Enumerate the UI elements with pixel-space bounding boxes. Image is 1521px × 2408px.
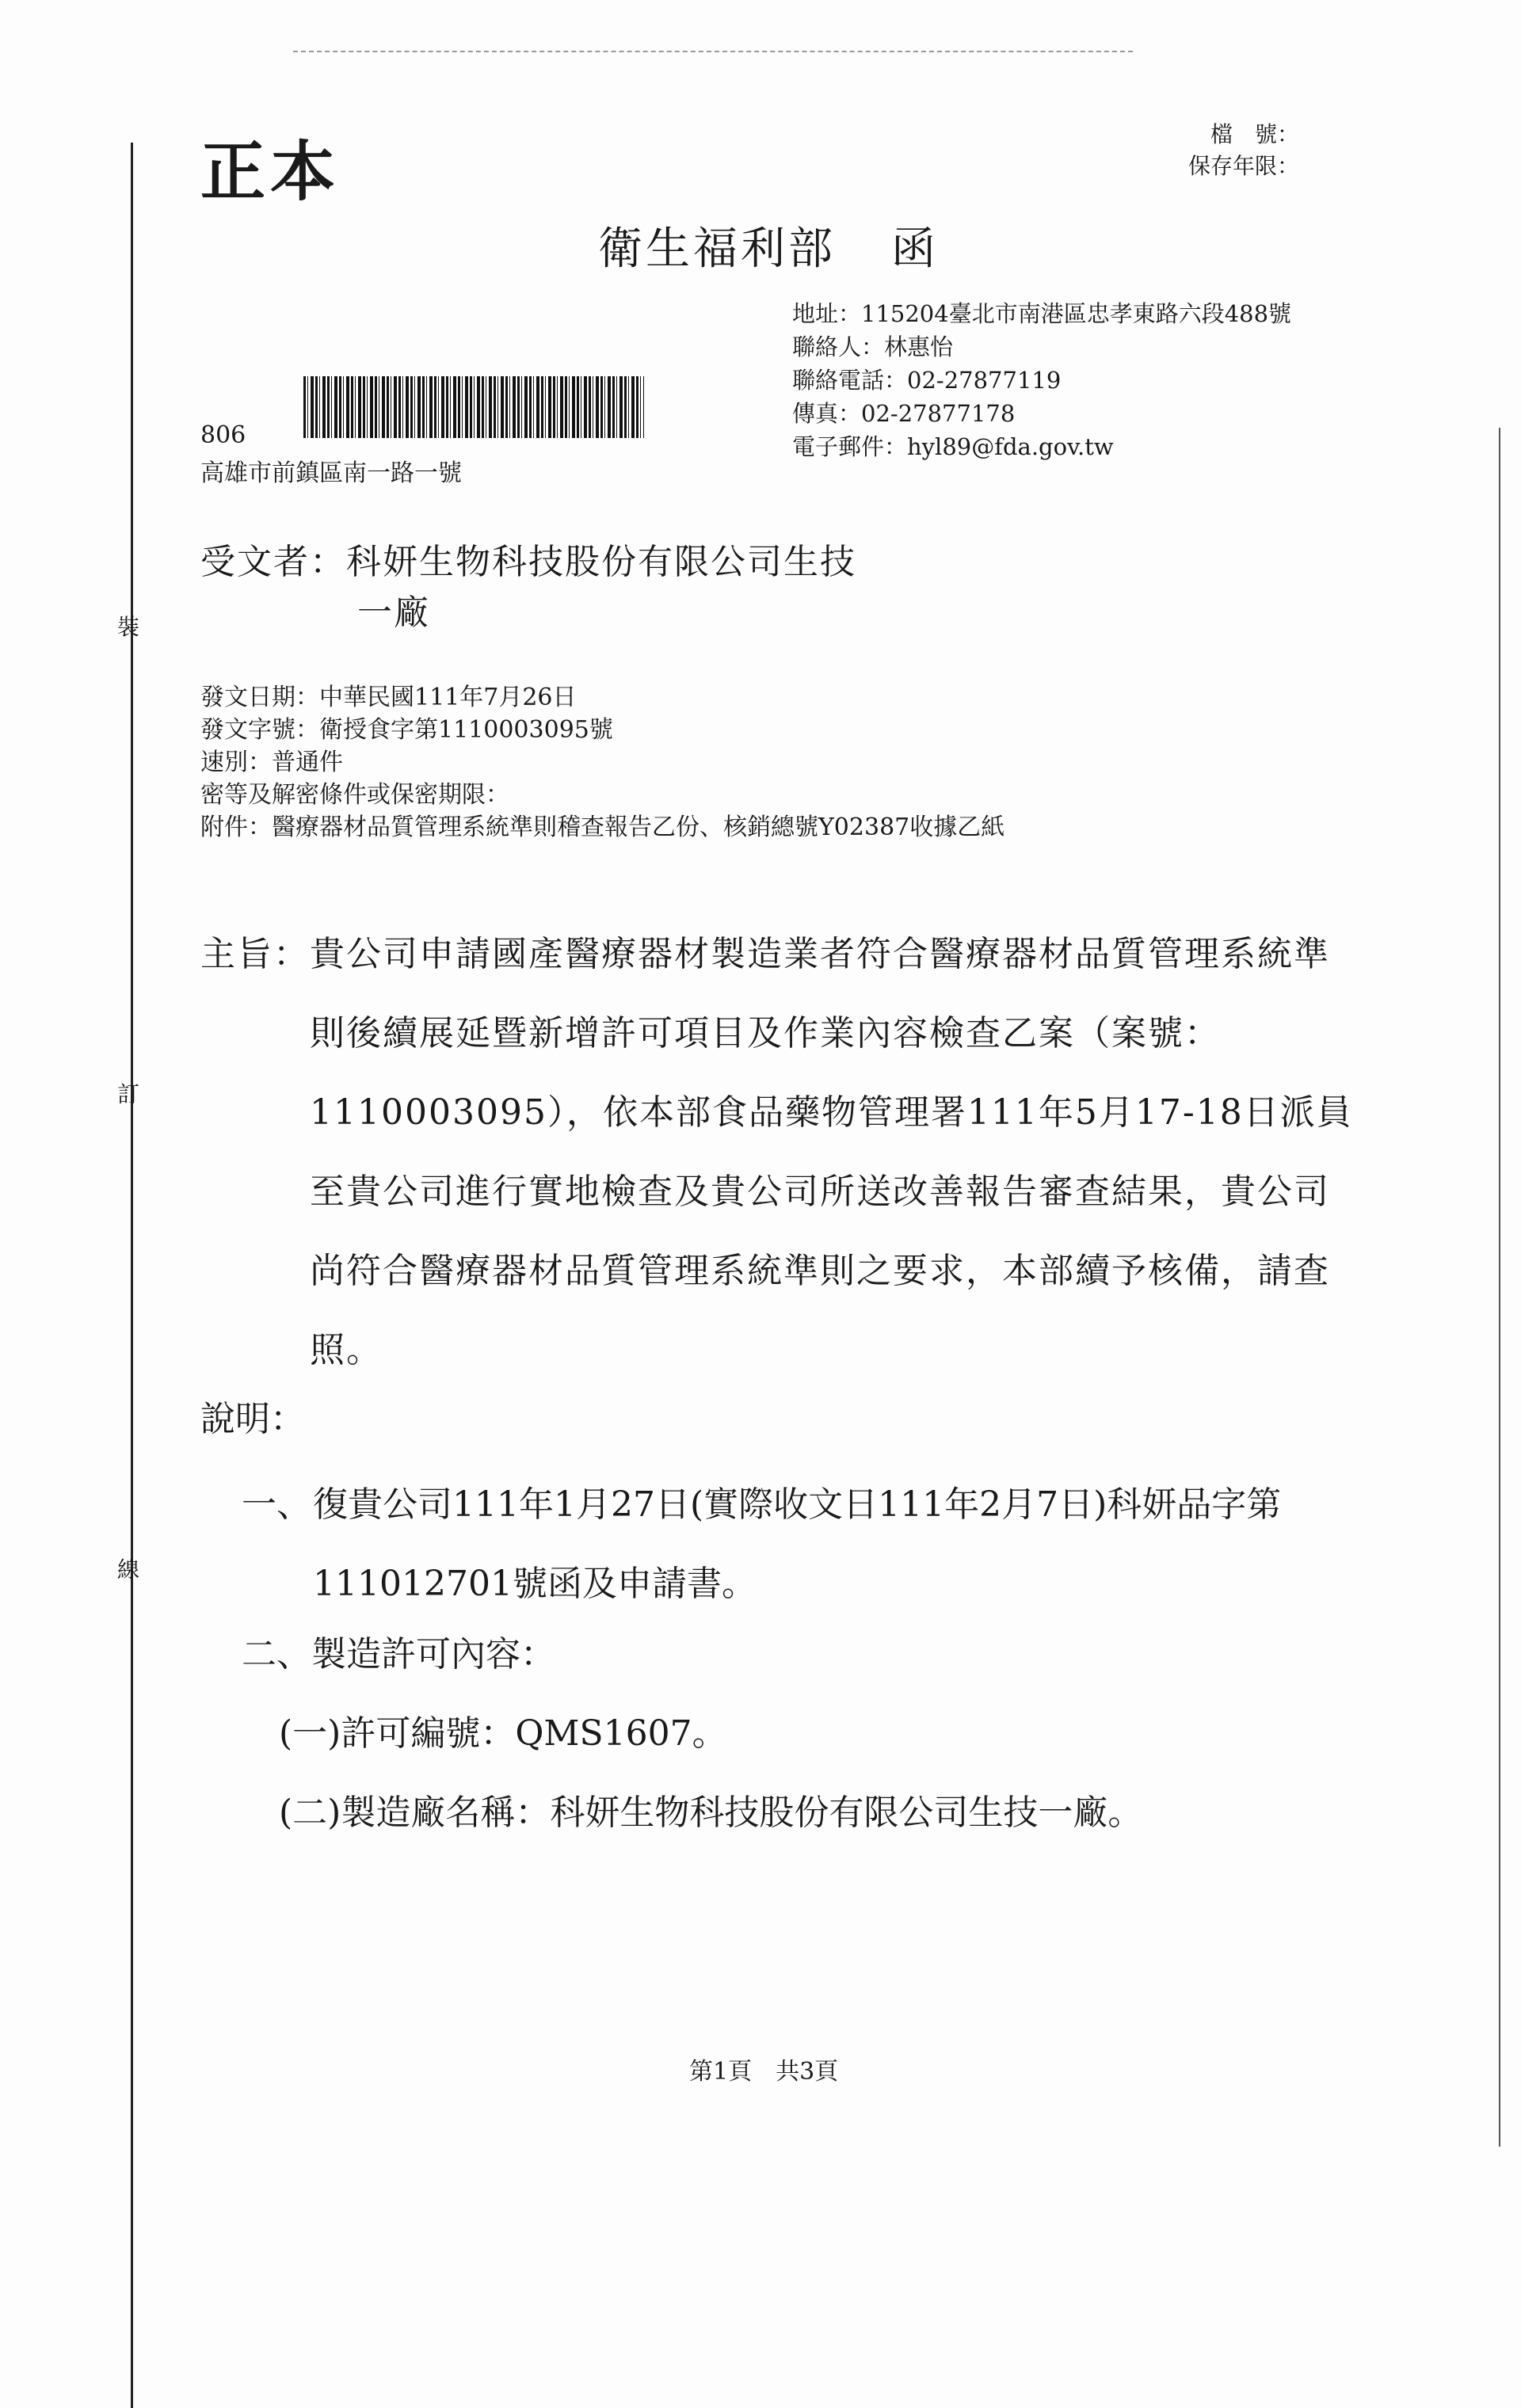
factory-name: (二)製造廠名稱：科妍生物科技股份有限公司生技一廠。 — [279, 1793, 1143, 1833]
document-title — [598, 214, 939, 277]
contact-person: 聯絡人：林惠怡 — [792, 333, 954, 360]
file-number-label: 檔 號： — [1210, 121, 1299, 147]
page-number: 第1頁 共3頁 — [689, 2058, 839, 2086]
contact-block — [792, 297, 1291, 463]
retention-label: 保存年限： — [1187, 153, 1299, 179]
mailing-zip: 806 — [200, 421, 246, 449]
scan-edge — [1499, 428, 1500, 2147]
dispatch-attachment: 附件：醫療器材品質管理系統準則稽查報告乙份、核銷總號Y02387收據乙紙 — [200, 813, 1005, 841]
binding-mark-zhuang: 裝 — [117, 614, 140, 640]
item-1-text: 復貴公司111年1月27日(實際收文日111年2月7日)科妍品字第111012701號函及申請書。 — [313, 1484, 1282, 1604]
top-scan-rule — [293, 51, 1133, 52]
contact-fax: 傳真：02-27877178 — [792, 400, 1016, 427]
agency-name: 衛生福利部 — [598, 223, 836, 275]
subject-label: 主旨： — [200, 934, 310, 974]
barcode — [303, 376, 644, 438]
contact-phone: 聯絡電話：02-27877119 — [792, 367, 1062, 394]
recipient-line2: 一廠 — [357, 592, 430, 633]
dispatch-info — [200, 681, 1004, 844]
document-type: 函 — [891, 223, 939, 275]
explanation-label: 說明： — [200, 1399, 305, 1439]
dispatch-doc-number: 發文字號：衛授食字第1110003095號 — [200, 716, 613, 744]
item-1-number: 一、 — [242, 1484, 311, 1525]
binding-mark-ding: 訂 — [117, 1081, 140, 1107]
binding-line — [131, 143, 133, 2408]
subject-section — [200, 915, 1357, 1390]
contact-address: 地址：115204臺北市南港區忠孝東路六段488號 — [792, 300, 1292, 327]
recipient-label: 受文者： — [200, 542, 346, 582]
recipient — [200, 537, 856, 638]
original-copy-stamp: 正本 — [200, 134, 341, 210]
explanation-item-1 — [242, 1465, 1343, 1624]
contact-email: 電子郵件：hyl89@fda.gov.tw — [792, 433, 1114, 460]
mailing-address: 高雄市前鎮區南一路一號 — [200, 459, 462, 487]
recipient-line1: 科妍生物科技股份有限公司生技 — [346, 542, 856, 582]
dispatch-confidentiality: 密等及解密條件或保密期限： — [200, 781, 509, 809]
license-number: (一)許可編號：QMS1607。 — [279, 1713, 727, 1754]
binding-mark-xian: 線 — [117, 1556, 140, 1583]
file-meta — [1014, 119, 1299, 182]
dispatch-date: 發文日期：中華民國111年7月26日 — [200, 684, 577, 711]
explanation-item-2: 二、製造許可內容： — [242, 1634, 555, 1675]
subject-text: 貴公司申請國產醫療器材製造業者符合醫療器材品質管理系統準則後續展延暨新增許可項目及作業內容檢查乙案（案號：1110003095），依本部食品藥物管理署111年5月17-18日派員至貴公司進行實地檢查及貴公司所送改善報告審查結果，貴公司尚符合醫療器材品質管理系統準則之要求，本部續予核備，請查照。 — [310, 934, 1353, 1370]
dispatch-speed: 速別：普通件 — [200, 749, 343, 776]
